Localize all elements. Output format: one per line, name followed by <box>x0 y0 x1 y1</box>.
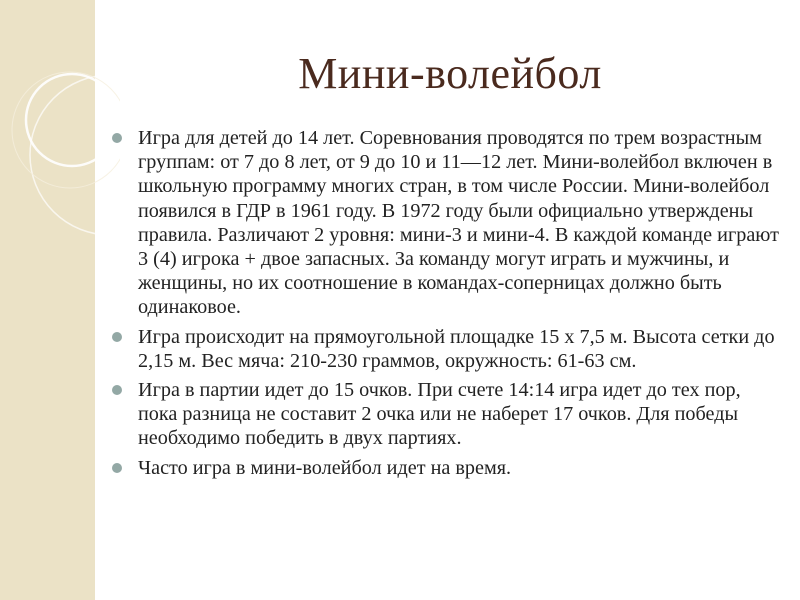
bullet-list <box>110 126 785 485</box>
bullet-icon <box>112 385 122 395</box>
decorative-rings-icon <box>0 0 120 600</box>
bullet-item <box>110 325 785 373</box>
bullet-item <box>110 126 785 320</box>
bullet-text: Игра происходит на прямоугольной площадке 15 х 7,5 м. Высота сетки до 2,15 м. Вес мяча: 210-230 граммов, окружность: 61-63 см. <box>138 325 775 372</box>
bullet-item <box>110 378 785 451</box>
bullet-item <box>110 456 785 480</box>
bullet-text: Игра в партии идет до 15 очков. При счете 14:14 игра идет до тех пор, пока разница не составит 2 очка или не наберет 17 очков. Для победы необходимо победить в двух партиях. <box>138 379 741 450</box>
slide-title: Мини-волейбол <box>298 49 602 98</box>
bullet-text: Игра для детей до 14 лет. Соревнования проводятся по трем возрастным группам: от 7 до 8 лет, от 9 до 10 и 11—12 лет. Мини-волейбол включен в школьную программу многих стран, в том числе России. Мини-волейбол появился в ГДР в 1961 году. В 1972 году были официально утверждены правила. Различают 2 уровня: мини-3 и мини-4. В каждой команде играют 3 (4) игрока + двое запасных. За команду могут играть и мужчины, и женщины, но их соотношение в командах-соперницах должно быть одинаковое. <box>138 127 779 319</box>
bullet-icon <box>112 332 122 342</box>
bullet-icon <box>112 133 122 143</box>
bullet-text: Часто игра в мини-волейбол идет на время. <box>138 456 512 479</box>
bullet-icon <box>112 463 122 473</box>
